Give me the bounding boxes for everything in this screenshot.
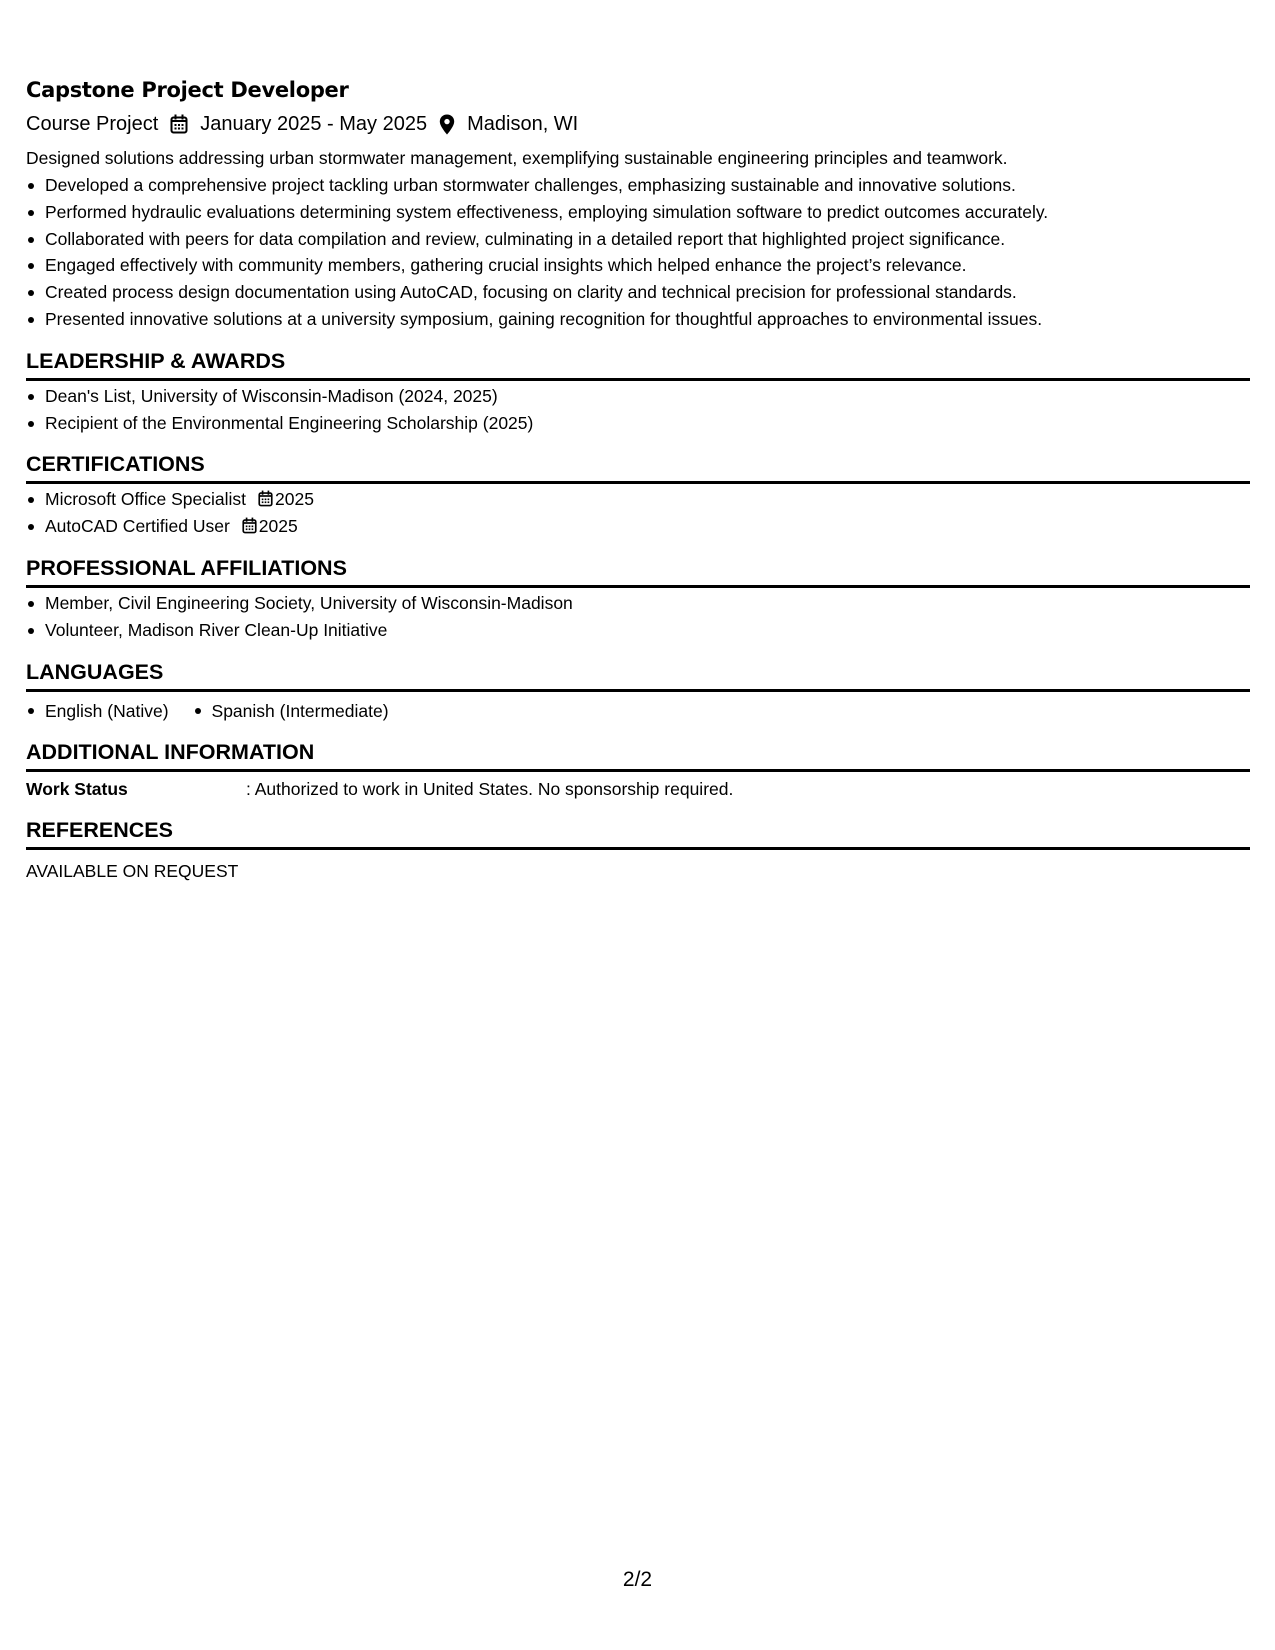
list-item: Recipient of the Environmental Engineering Scholarship (2025) [26,410,1250,437]
language-item: Spanish (Intermediate) [193,698,389,724]
references-text: AVAILABLE ON REQUEST [26,860,239,881]
list-item: Presented innovative solutions at a university symposium, gaining recognition for thoughtful approaches to environmental issues. [26,306,1250,333]
section-heading-languages: LANGUAGES [26,658,1250,692]
list-item [26,513,1250,540]
page-number: 2/2 [622,1568,653,1591]
project-type: Course Project [26,113,159,135]
certification-year: 2025 [258,516,298,537]
list-item: Dean's List, University of Wisconsin-Madison (2024, 2025) [26,383,1250,410]
certification-name: AutoCAD Certified User [45,516,230,537]
project-bullets [26,172,1250,333]
list-item: Member, Civil Engineering Society, University of Wisconsin-Madison [26,590,1250,617]
languages-list [26,698,1250,724]
list-item: Developed a comprehensive project tackling urban stormwater challenges, emphasizing sustainable and innovative solutions. [26,172,1250,199]
language-item: English (Native) [26,698,169,724]
leadership-list [26,383,1250,437]
section-heading-affiliations: PROFESSIONAL AFFILIATIONS [26,554,1250,588]
calendar-icon [242,517,257,534]
project-entry [26,76,1250,333]
project-summary: Designed solutions addressing urban stormwater management, exemplifying sustainable engineering principles and teamwork. [26,148,1008,168]
certifications-list [26,486,1250,540]
certification-name: Microsoft Office Specialist [45,489,246,510]
certification-year: 2025 [275,489,314,510]
section-heading-leadership: LEADERSHIP & AWARDS [26,347,1250,381]
list-item: Volunteer, Madison River Clean-Up Initiative [26,617,1250,644]
map-pin-icon [439,114,455,135]
work-status-label: Work Status [26,778,128,799]
calendar-icon [170,114,188,134]
project-dates: January 2025 - May 2025 [200,113,428,135]
affiliations-list [26,590,1250,644]
project-meta [26,110,1250,138]
list-item: Collaborated with peers for data compilation and review, culminating in a detailed report that highlighted project significance. [26,226,1250,253]
section-heading-references: REFERENCES [26,816,1250,850]
project-title: Capstone Project Developer [26,78,349,102]
list-item [26,486,1250,513]
resume-page [26,76,1250,884]
list-item: Created process design documentation using AutoCAD, focusing on clarity and technical precision for professional standards. [26,279,1250,306]
section-heading-additional: ADDITIONAL INFORMATION [26,738,1250,772]
work-status-value: : Authorized to work in United States. No sponsorship required. [246,778,734,799]
section-heading-certifications: CERTIFICATIONS [26,450,1250,484]
calendar-icon [258,490,273,507]
work-status-row [26,776,1250,802]
project-location: Madison, WI [467,113,579,135]
list-item: Engaged effectively with community members, gathering crucial insights which helped enhance the project’s relevance. [26,252,1250,279]
list-item: Performed hydraulic evaluations determining system effectiveness, employing simulation software to predict outcomes accurately. [26,199,1250,226]
